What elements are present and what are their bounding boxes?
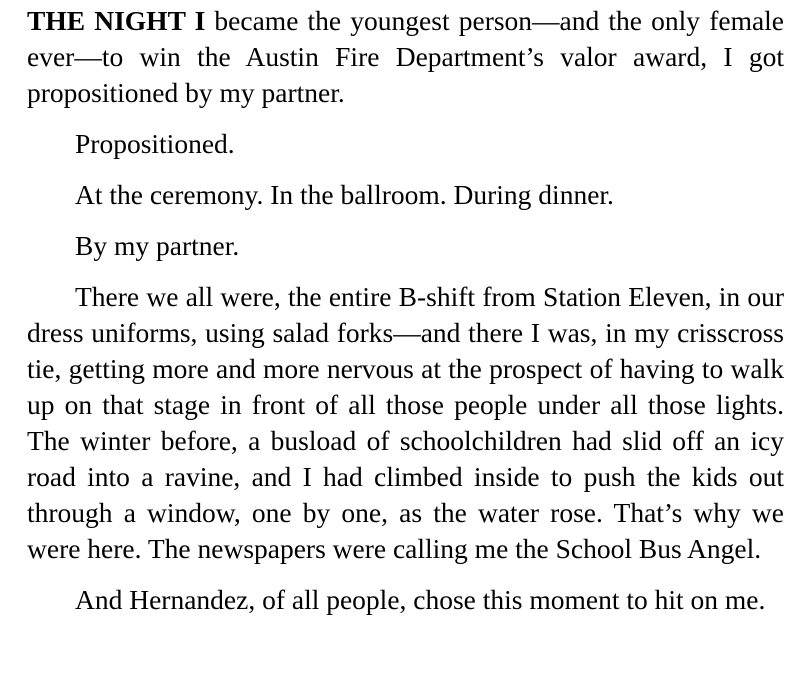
- paragraph-text: became the youngest person—and the only female ever—to win the Austin Fire Department’s valor award, I got propositioned by my partner.: [27, 5, 785, 108]
- paragraph: By my partner.: [75, 230, 240, 261]
- paragraph: And Hernandez, of all people, chose this moment to hit on me.: [75, 584, 766, 615]
- paragraph-opening: [27, 3, 784, 111]
- book-page: [27, 0, 784, 618]
- chapter-lead-in: THE NIGHT I: [27, 5, 206, 36]
- paragraph: At the ceremony. In the ballroom. During dinner.: [75, 179, 614, 210]
- paragraph: There we all were, the entire B-shift from Station Eleven, in our dress uniforms, using salad forks—and there I was, in my crisscross tie, getting more and more nervous at the prospect of having to walk up on that stage in front of all those people under all those lights. The winter before, a busload of schoolchildren had slid off an icy road into a ravine, and I had climbed inside to push the kids out through a window, one by one, as the water rose. That’s why we were here. The newspapers were calling me the School Bus Angel.: [27, 281, 784, 564]
- paragraph: Propositioned.: [75, 128, 235, 159]
